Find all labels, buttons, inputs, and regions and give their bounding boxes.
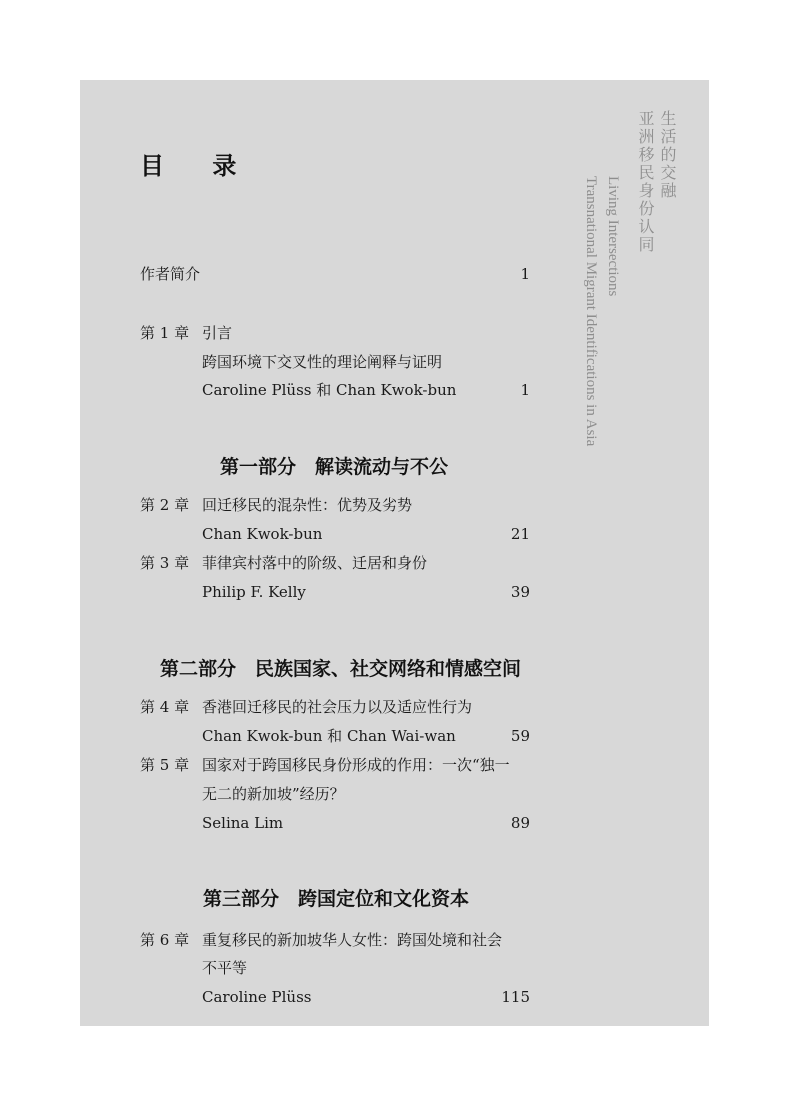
chapter-authors: Caroline Plüss 和 Chan Kwok-bun: [202, 381, 457, 399]
chapter-number: 第 3 章: [140, 554, 190, 572]
chapter-number: 第 4 章: [140, 698, 190, 716]
chapter-number: 第 6 章: [140, 931, 190, 949]
chapter-authors: Chan Kwok-bun 和 Chan Wai-wan: [202, 727, 456, 745]
chapter-title-line1: 重复移民的新加坡华人女性：跨国处境和社会: [202, 931, 503, 949]
part2-heading: 第二部分 民族国家、社交网络和情感空间: [160, 658, 522, 680]
chapter-authors: Chan Kwok-bun: [202, 525, 323, 543]
chapter-number: 第 2 章: [140, 496, 190, 514]
page-number: 21: [510, 525, 530, 543]
chapter-authors: Caroline Plüss: [202, 988, 312, 1006]
chapter-title: 香港回迁移民的社会压力以及适应性行为: [202, 698, 473, 716]
page-title: 目 录: [140, 152, 257, 180]
chapter-title-line1: 国家对于跨国移民身份形成的作用：一次“独一: [202, 756, 510, 774]
side-title-cn-line2: 亚洲移民身份认同: [636, 110, 655, 254]
part1-heading: 第一部分 解读流动与不公: [220, 456, 449, 478]
side-title-cn-line1: 生活的交融: [658, 110, 677, 200]
chapter-title-line2: 无二的新加坡”经历？: [202, 785, 345, 803]
page-number: 115: [501, 988, 530, 1006]
part3-heading: 第三部分 跨国定位和文化资本: [203, 888, 470, 910]
chapter-authors: Philip F. Kelly: [202, 583, 306, 601]
page-number: 1: [520, 381, 530, 399]
page-number: 1: [520, 265, 530, 283]
chapter-subtitle: 跨国环境下交叉性的理论阐释与证明: [202, 353, 443, 371]
side-title-en-line2: Transnational Migrant Identifications in Asia: [583, 176, 599, 447]
side-title-en-line1: Living Intersections: [605, 176, 621, 297]
chapter-title-line2: 不平等: [202, 959, 248, 977]
chapter-number: 第 1 章: [140, 324, 190, 342]
page-number: 39: [510, 583, 530, 601]
page-number: 89: [510, 814, 530, 832]
chapter-title: 菲律宾村落中的阶级、迁居和身份: [202, 554, 428, 572]
chapter-title: 回迁移民的混杂性：优势及劣势: [202, 496, 413, 514]
entry-label: 作者简介: [140, 265, 201, 283]
page-number: 59: [510, 727, 530, 745]
chapter-authors: Selina Lim: [202, 814, 284, 832]
chapter-number: 第 5 章: [140, 756, 190, 774]
chapter-title: 引言: [202, 324, 233, 342]
